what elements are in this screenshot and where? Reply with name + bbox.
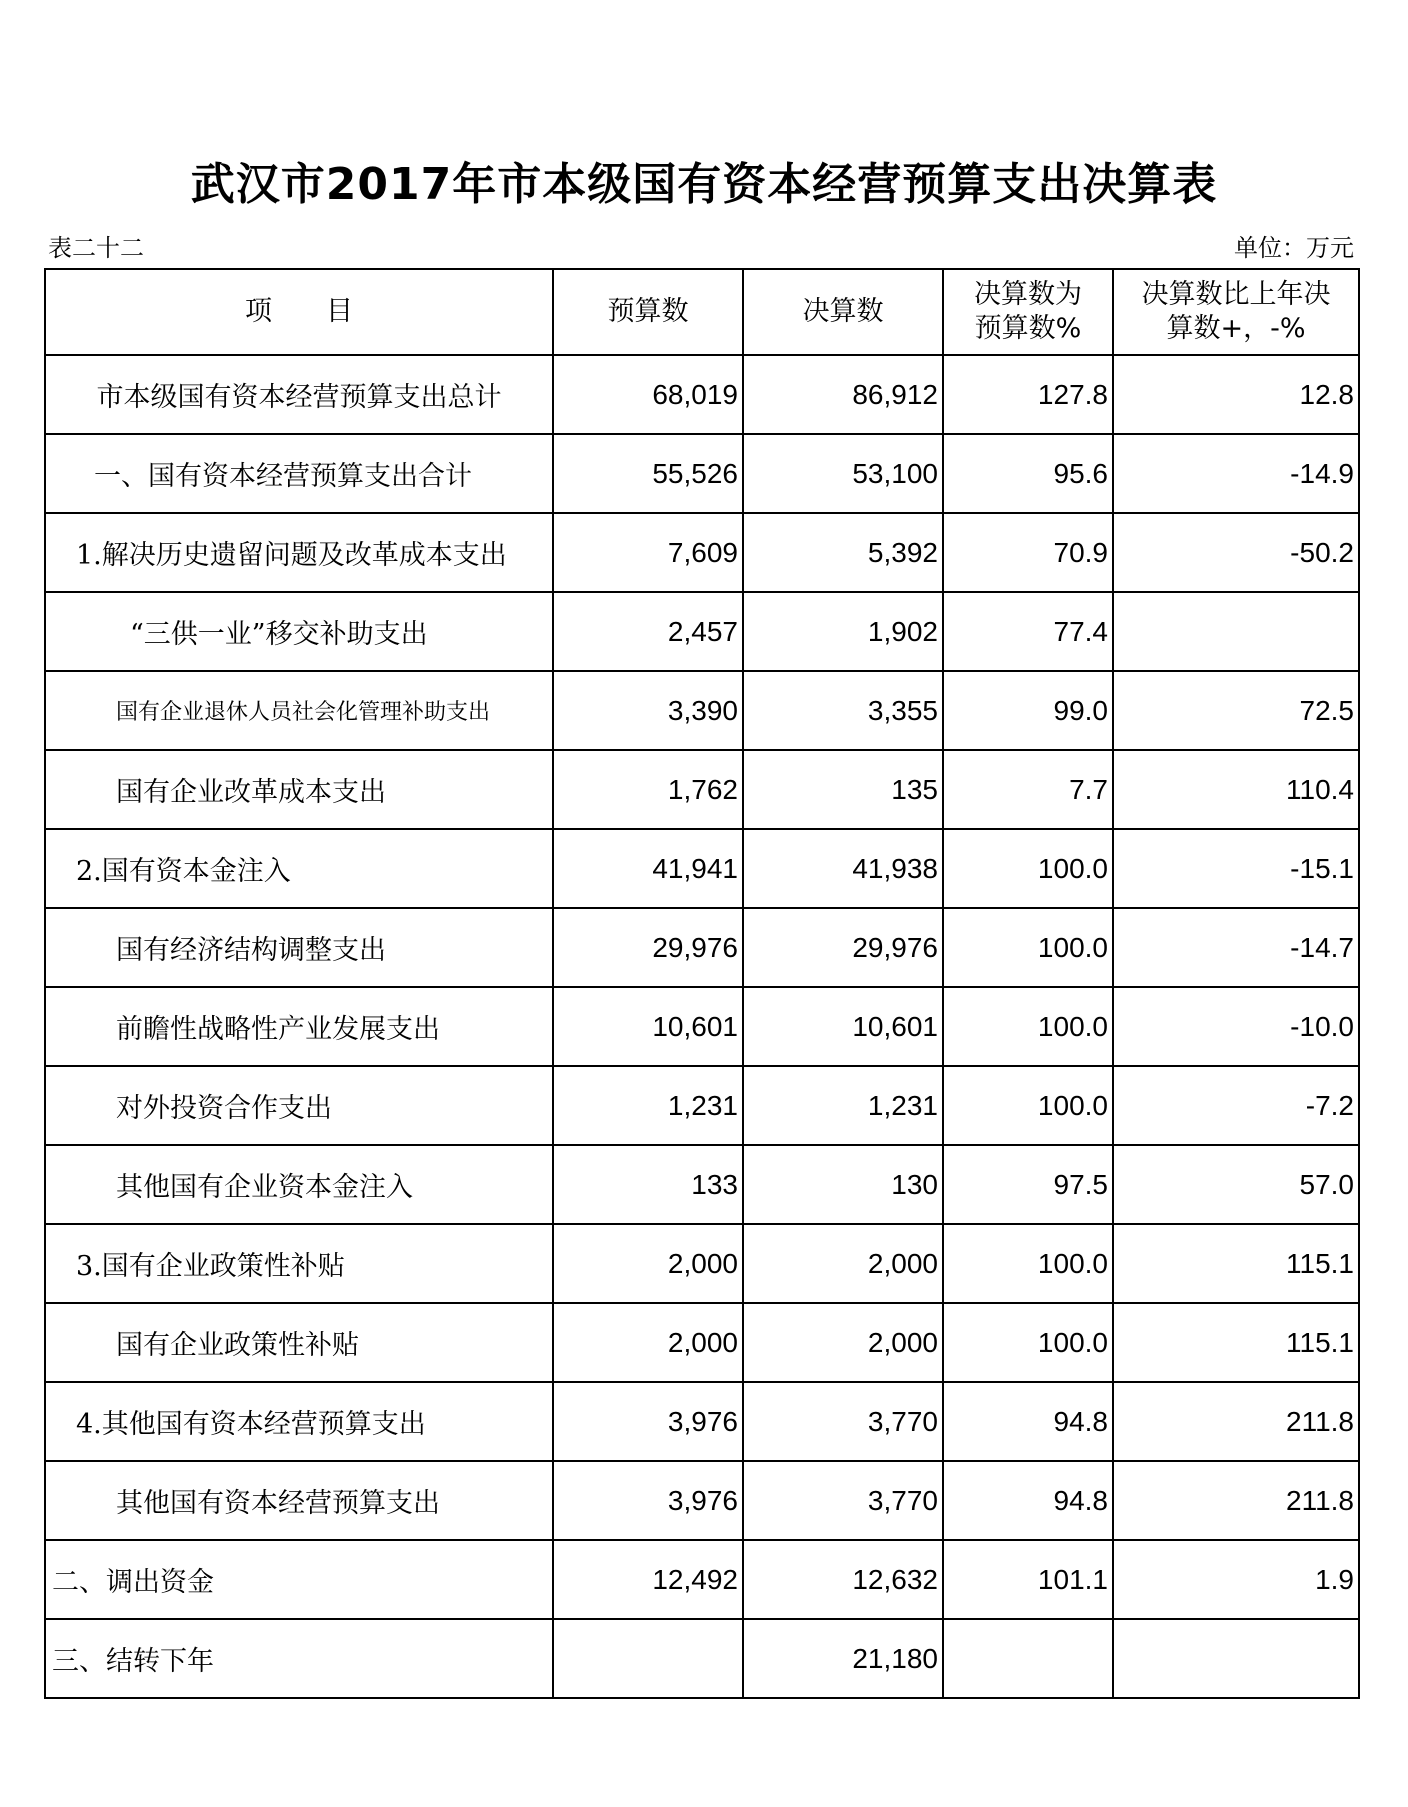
table-number: 表二十二 bbox=[48, 234, 144, 262]
row-item-name: 市本级国有资本经营预算支出总计 bbox=[45, 355, 553, 434]
row-budget-value: 3,976 bbox=[553, 1382, 743, 1461]
row-percent-value: 100.0 bbox=[943, 1224, 1113, 1303]
row-item-name: 前瞻性战略性产业发展支出 bbox=[45, 987, 553, 1066]
row-percent-value: 94.8 bbox=[943, 1382, 1113, 1461]
row-change-value bbox=[1113, 1619, 1359, 1698]
row-actual-value: 3,770 bbox=[743, 1461, 943, 1540]
row-percent-value: 77.4 bbox=[943, 592, 1113, 671]
budget-table bbox=[44, 268, 1360, 1699]
row-percent-value: 127.8 bbox=[943, 355, 1113, 434]
header-budget: 预算数 bbox=[553, 269, 743, 355]
row-percent-value: 99.0 bbox=[943, 671, 1113, 750]
row-percent-value: 100.0 bbox=[943, 987, 1113, 1066]
table-row bbox=[45, 1382, 1359, 1461]
row-budget-value: 1,231 bbox=[553, 1066, 743, 1145]
header-row bbox=[45, 269, 1359, 355]
row-change-value: -14.9 bbox=[1113, 434, 1359, 513]
row-item-name: 2.国有资本金注入 bbox=[45, 829, 553, 908]
table-row bbox=[45, 1066, 1359, 1145]
row-change-value: 110.4 bbox=[1113, 750, 1359, 829]
row-actual-value: 2,000 bbox=[743, 1224, 943, 1303]
row-actual-value: 2,000 bbox=[743, 1303, 943, 1382]
row-budget-value: 3,976 bbox=[553, 1461, 743, 1540]
row-item-name: 国有企业退休人员社会化管理补助支出 bbox=[45, 671, 553, 750]
row-actual-value: 86,912 bbox=[743, 355, 943, 434]
row-item-name: 国有企业改革成本支出 bbox=[45, 750, 553, 829]
header-item: 项 目 bbox=[45, 269, 553, 355]
row-percent-value: 94.8 bbox=[943, 1461, 1113, 1540]
table-row bbox=[45, 750, 1359, 829]
row-budget-value: 2,000 bbox=[553, 1303, 743, 1382]
row-actual-value: 130 bbox=[743, 1145, 943, 1224]
header-actual: 决算数 bbox=[743, 269, 943, 355]
table-body bbox=[45, 355, 1359, 1698]
row-percent-value: 70.9 bbox=[943, 513, 1113, 592]
table-row bbox=[45, 1619, 1359, 1698]
row-actual-value: 3,355 bbox=[743, 671, 943, 750]
row-percent-value: 100.0 bbox=[943, 1303, 1113, 1382]
row-change-value: 115.1 bbox=[1113, 1224, 1359, 1303]
row-budget-value: 41,941 bbox=[553, 829, 743, 908]
table-row bbox=[45, 671, 1359, 750]
table-row bbox=[45, 1461, 1359, 1540]
row-budget-value: 7,609 bbox=[553, 513, 743, 592]
table-row bbox=[45, 908, 1359, 987]
row-item-name: 国有经济结构调整支出 bbox=[45, 908, 553, 987]
row-item-name: 其他国有资本经营预算支出 bbox=[45, 1461, 553, 1540]
row-change-value: 12.8 bbox=[1113, 355, 1359, 434]
table-row bbox=[45, 829, 1359, 908]
row-budget-value: 2,457 bbox=[553, 592, 743, 671]
row-actual-value: 53,100 bbox=[743, 434, 943, 513]
header-percent: 决算数为预算数% bbox=[943, 269, 1113, 355]
row-budget-value: 12,492 bbox=[553, 1540, 743, 1619]
row-actual-value: 3,770 bbox=[743, 1382, 943, 1461]
row-budget-value: 68,019 bbox=[553, 355, 743, 434]
row-change-value: 115.1 bbox=[1113, 1303, 1359, 1382]
row-actual-value: 10,601 bbox=[743, 987, 943, 1066]
table-row bbox=[45, 513, 1359, 592]
row-percent-value: 100.0 bbox=[943, 908, 1113, 987]
row-item-name: 二、调出资金 bbox=[45, 1540, 553, 1619]
row-budget-value: 29,976 bbox=[553, 908, 743, 987]
row-change-value: 57.0 bbox=[1113, 1145, 1359, 1224]
row-budget-value: 2,000 bbox=[553, 1224, 743, 1303]
row-change-value: 211.8 bbox=[1113, 1382, 1359, 1461]
row-budget-value bbox=[553, 1619, 743, 1698]
row-item-name: 国有企业政策性补贴 bbox=[45, 1303, 553, 1382]
unit-label: 单位：万元 bbox=[1234, 234, 1354, 262]
row-item-name: 一、国有资本经营预算支出合计 bbox=[45, 434, 553, 513]
row-change-value: -14.7 bbox=[1113, 908, 1359, 987]
row-item-name: 1.解决历史遗留问题及改革成本支出 bbox=[45, 513, 553, 592]
row-item-name: 3.国有企业政策性补贴 bbox=[45, 1224, 553, 1303]
row-actual-value: 1,231 bbox=[743, 1066, 943, 1145]
table-header bbox=[45, 269, 1359, 355]
row-budget-value: 55,526 bbox=[553, 434, 743, 513]
table-row bbox=[45, 1145, 1359, 1224]
row-actual-value: 135 bbox=[743, 750, 943, 829]
row-change-value bbox=[1113, 592, 1359, 671]
row-item-name: 三、结转下年 bbox=[45, 1619, 553, 1698]
table-row bbox=[45, 1303, 1359, 1382]
row-budget-value: 10,601 bbox=[553, 987, 743, 1066]
row-change-value: 72.5 bbox=[1113, 671, 1359, 750]
row-change-value: -7.2 bbox=[1113, 1066, 1359, 1145]
table-row bbox=[45, 355, 1359, 434]
row-change-value: 211.8 bbox=[1113, 1461, 1359, 1540]
row-actual-value: 29,976 bbox=[743, 908, 943, 987]
row-change-value: -10.0 bbox=[1113, 987, 1359, 1066]
row-actual-value: 5,392 bbox=[743, 513, 943, 592]
table-row bbox=[45, 434, 1359, 513]
row-change-value: -50.2 bbox=[1113, 513, 1359, 592]
document-title: 武汉市2017年市本级国有资本经营预算支出决算表 bbox=[190, 159, 1218, 210]
row-item-name: 4.其他国有资本经营预算支出 bbox=[45, 1382, 553, 1461]
row-budget-value: 3,390 bbox=[553, 671, 743, 750]
table-row bbox=[45, 987, 1359, 1066]
row-item-name: 其他国有企业资本金注入 bbox=[45, 1145, 553, 1224]
row-percent-value: 100.0 bbox=[943, 1066, 1113, 1145]
row-actual-value: 1,902 bbox=[743, 592, 943, 671]
table-row bbox=[45, 1224, 1359, 1303]
row-budget-value: 1,762 bbox=[553, 750, 743, 829]
row-change-value: -15.1 bbox=[1113, 829, 1359, 908]
row-percent-value: 97.5 bbox=[943, 1145, 1113, 1224]
row-actual-value: 41,938 bbox=[743, 829, 943, 908]
row-percent-value: 100.0 bbox=[943, 829, 1113, 908]
row-percent-value: 101.1 bbox=[943, 1540, 1113, 1619]
table-row bbox=[45, 592, 1359, 671]
header-change: 决算数比上年决算数+，-% bbox=[1113, 269, 1359, 355]
row-actual-value: 12,632 bbox=[743, 1540, 943, 1619]
row-item-name: 对外投资合作支出 bbox=[45, 1066, 553, 1145]
row-actual-value: 21,180 bbox=[743, 1619, 943, 1698]
row-change-value: 1.9 bbox=[1113, 1540, 1359, 1619]
row-percent-value bbox=[943, 1619, 1113, 1698]
row-item-name: “三供一业”移交补助支出 bbox=[45, 592, 553, 671]
row-percent-value: 95.6 bbox=[943, 434, 1113, 513]
row-budget-value: 133 bbox=[553, 1145, 743, 1224]
row-percent-value: 7.7 bbox=[943, 750, 1113, 829]
table-row bbox=[45, 1540, 1359, 1619]
